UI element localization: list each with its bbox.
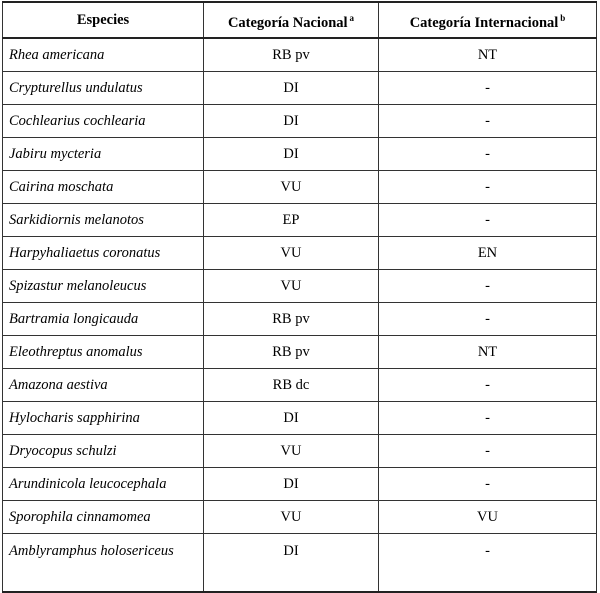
footnote-marker-a: a: [349, 12, 355, 23]
national-category: RB pv: [204, 38, 379, 72]
national-category: DI: [204, 534, 379, 593]
header-species: Especies: [3, 2, 204, 38]
international-category: NT: [379, 336, 597, 369]
international-category: -: [379, 171, 597, 204]
international-category: -: [379, 72, 597, 105]
national-category: VU: [204, 435, 379, 468]
international-category: -: [379, 303, 597, 336]
table-row: [3, 270, 597, 303]
international-category: -: [379, 369, 597, 402]
species-table-container: [2, 1, 596, 593]
table-row: [3, 402, 597, 435]
table-row: [3, 336, 597, 369]
national-category: RB pv: [204, 303, 379, 336]
species-name: Harpyhaliaetus coronatus: [3, 237, 204, 270]
table-row: [3, 138, 597, 171]
species-name: Amazona aestiva: [3, 369, 204, 402]
international-category: -: [379, 534, 597, 593]
species-name: Crypturellus undulatus: [3, 72, 204, 105]
national-category: VU: [204, 501, 379, 534]
international-category: -: [379, 435, 597, 468]
table-row: [3, 38, 597, 72]
international-category: -: [379, 402, 597, 435]
species-name: Hylocharis sapphirina: [3, 402, 204, 435]
species-name: Jabiru mycteria: [3, 138, 204, 171]
table-row: [3, 204, 597, 237]
species-name: Sporophila cinnamomea: [3, 501, 204, 534]
table-row: [3, 468, 597, 501]
national-category: DI: [204, 105, 379, 138]
species-name: Arundinicola leucocephala: [3, 468, 204, 501]
header-national-category: Categoría Nacional $^a$: [204, 2, 379, 38]
table-row: [3, 501, 597, 534]
national-category: RB pv: [204, 336, 379, 369]
national-category: VU: [204, 270, 379, 303]
table-row: [3, 369, 597, 402]
header-international-category: Categoría Internacional $^b$: [379, 2, 597, 38]
footnote-marker-b: b: [560, 12, 566, 23]
international-category: EN: [379, 237, 597, 270]
national-category: RB dc: [204, 369, 379, 402]
species-name: Eleothreptus anomalus: [3, 336, 204, 369]
international-category: NT: [379, 38, 597, 72]
national-category: VU: [204, 171, 379, 204]
species-name: Dryocopus schulzi: [3, 435, 204, 468]
international-category: -: [379, 204, 597, 237]
international-category: -: [379, 270, 597, 303]
table-row: [3, 435, 597, 468]
header-row: [3, 2, 597, 38]
species-name: Cochlearius cochlearia: [3, 105, 204, 138]
national-category: DI: [204, 402, 379, 435]
species-name: Amblyramphus holosericeus: [3, 534, 204, 593]
table-row: [3, 72, 597, 105]
international-category: VU: [379, 501, 597, 534]
national-category: DI: [204, 138, 379, 171]
table-row: [3, 171, 597, 204]
international-category: -: [379, 105, 597, 138]
species-conservation-table: [2, 1, 597, 593]
national-category: DI: [204, 72, 379, 105]
national-category: EP: [204, 204, 379, 237]
national-category: DI: [204, 468, 379, 501]
table-row: [3, 237, 597, 270]
species-name: Sarkidiornis melanotos: [3, 204, 204, 237]
table-row: [3, 534, 597, 593]
international-category: -: [379, 138, 597, 171]
species-name: Cairina moschata: [3, 171, 204, 204]
international-category: -: [379, 468, 597, 501]
species-name: Bartramia longicauda: [3, 303, 204, 336]
table-row: [3, 303, 597, 336]
species-name: Rhea americana: [3, 38, 204, 72]
species-name: Spizastur melanoleucus: [3, 270, 204, 303]
national-category: VU: [204, 237, 379, 270]
table-row: [3, 105, 597, 138]
